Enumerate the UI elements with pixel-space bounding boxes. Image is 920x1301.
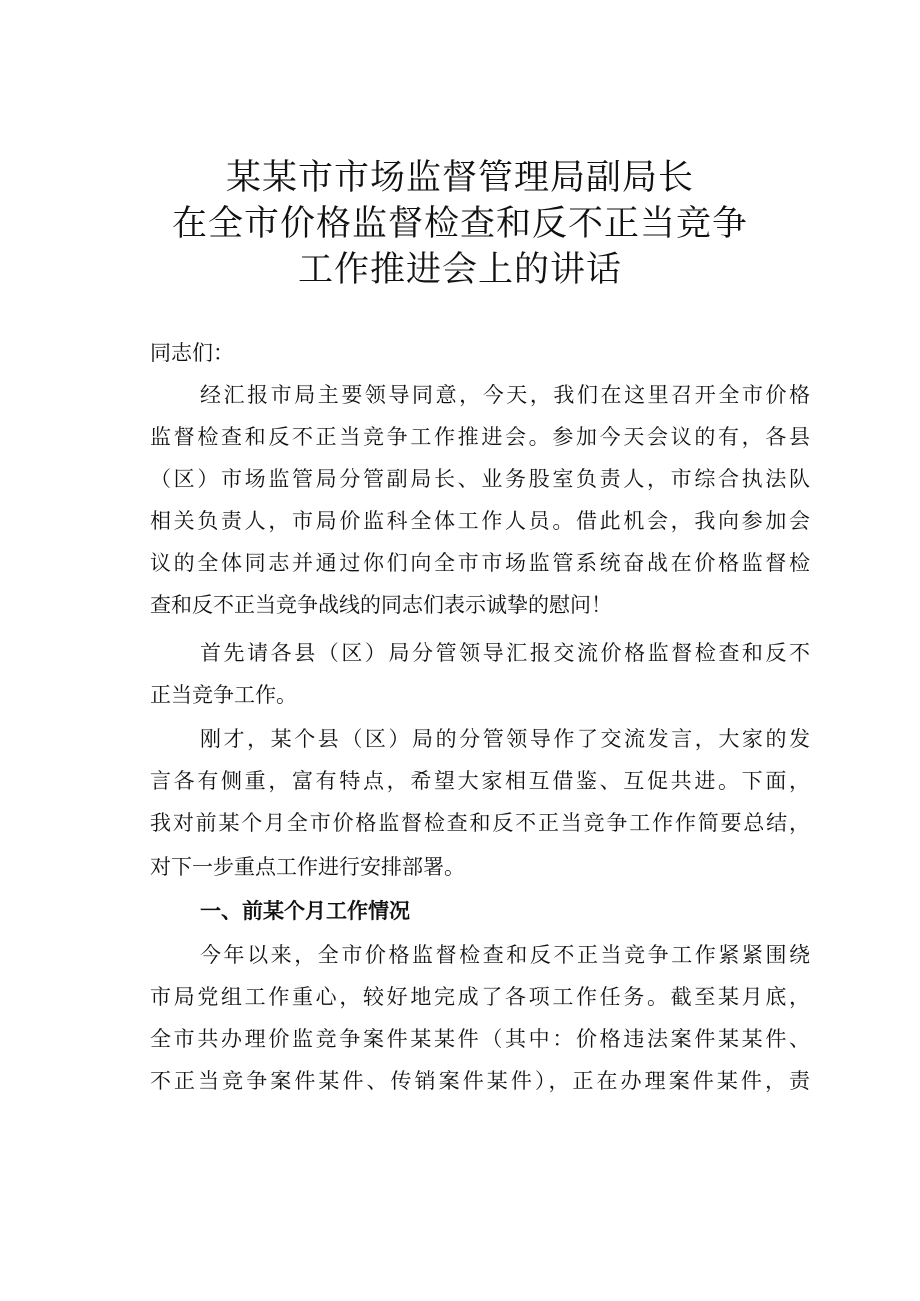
paragraph-3-line: 我对前某个月全市价格监督检查和反不正当竞争工作作简要总结， <box>150 811 810 835</box>
paragraph-4-line: 市局党组工作重心，较好地完成了各项工作任务。截至某月底， <box>150 985 810 1009</box>
paragraph-3-line: 言各有侧重，富有特点，希望大家相互借鉴、互促共进。下面， <box>150 769 810 793</box>
title-line-1: 某某市市场监督管理局副局长 <box>225 158 694 198</box>
salutation: 同志们： <box>150 341 234 365</box>
paragraph-1-line: （区）市场监管局分管副局长、业务股室负责人，市综合执法队 <box>150 467 810 491</box>
paragraph-3-line: 对下一步重点工作进行安排部署。 <box>150 855 465 879</box>
paragraph-2-line: 正当竞争工作。 <box>150 683 297 707</box>
paragraph-1-line: 议的全体同志并通过你们向全市市场监管系统奋战在价格监督检 <box>150 551 810 575</box>
paragraph-2-line: 首先请各县（区）局分管领导汇报交流价格监督检查和反不 <box>200 641 810 665</box>
section-heading: 一、前某个月工作情况 <box>200 899 410 923</box>
paragraph-1-line: 经汇报市局主要领导同意，今天，我们在这里召开全市价格 <box>200 383 810 407</box>
title-line-2: 在全市价格监督检查和反不正当竞争 <box>171 204 748 244</box>
paragraph-1-line: 监督检查和反不正当竞争工作推进会。参加今天会议的有，各县 <box>150 425 810 449</box>
title-line-3: 工作推进会上的讲话 <box>297 250 622 290</box>
paragraph-4-line: 不正当竞争案件某件、传销案件某件），正在办理案件某件，责 <box>150 1069 810 1093</box>
paragraph-1-line: 查和反不正当竞争战线的同志们表示诚挚的慰问！ <box>150 593 612 617</box>
paragraph-4-line: 今年以来，全市价格监督检查和反不正当竞争工作紧紧围绕 <box>200 943 810 967</box>
paragraph-1-line: 相关负责人，市局价监科全体工作人员。借此机会，我向参加会 <box>150 509 810 533</box>
paragraph-4-line: 全市共办理价监竞争案件某某件（其中：价格违法案件某某件、 <box>150 1027 810 1051</box>
paragraph-3-line: 刚才，某个县（区）局的分管领导作了交流发言，大家的发 <box>200 727 810 751</box>
